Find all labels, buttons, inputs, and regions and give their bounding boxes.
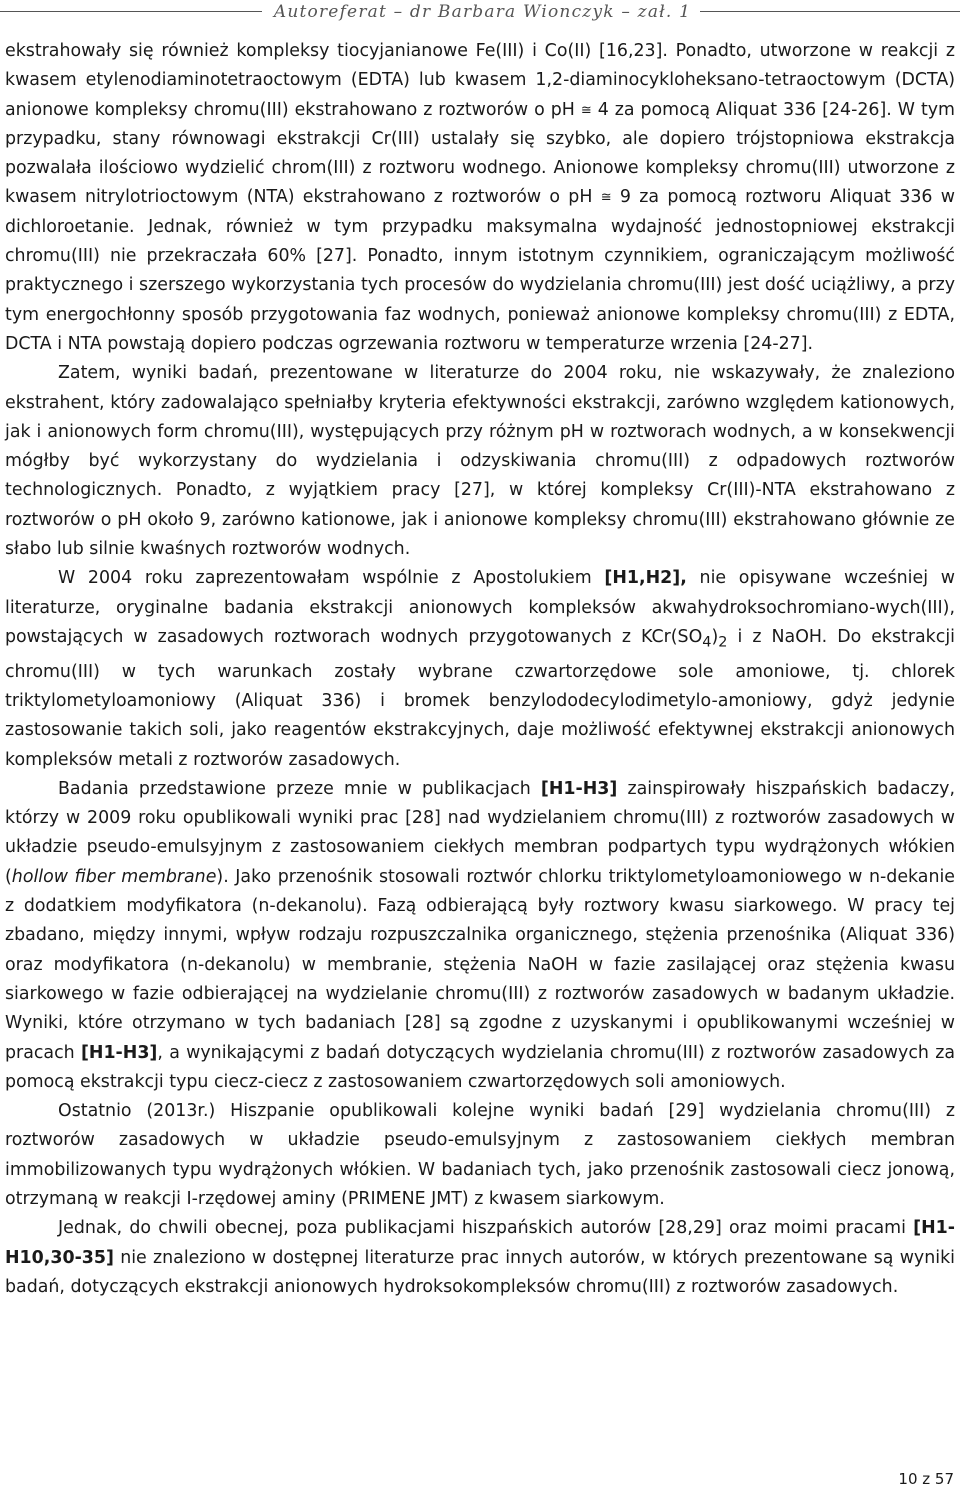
citation-bold: [H1-H3]: [80, 1042, 158, 1063]
header-rule-right: [700, 11, 960, 12]
text-run: ≅: [600, 190, 612, 206]
text-run: nie opisywane wcześniej w literaturze, oryginalne badania ekstrakcji anionowych kompleksów akwahydroksochromiano-wych(III), powstających w zasadowych roztworach wodnych przygotowanych z KCr(SO: [5, 568, 955, 647]
text-run: Badania przedstawione przeze mnie w publikacjach: [58, 778, 541, 799]
paragraph: [5, 775, 955, 1097]
text-run: nie znaleziono w dostępnej literaturze prac innych autorów, w których prezentowane są wyniki badań, dotyczących ekstrakcji anionowych hydroksokompleksów chromu(III) z roztworów zasadowych.: [5, 1247, 955, 1297]
citation-bold: [H1-H3]: [540, 778, 618, 799]
subscript: 4: [702, 634, 712, 651]
citation-bold: [H1-H10,30-35]: [5, 1218, 955, 1268]
text-run: ): [711, 626, 719, 647]
document-body: [5, 37, 955, 1302]
italic-term: hollow fiber membrane: [11, 866, 217, 887]
text-run: ≅: [580, 102, 592, 118]
subscript: 2: [718, 634, 728, 651]
paragraph: [5, 359, 955, 564]
text-run: Zatem, wyniki badań, prezentowane w literaturze do 2004 roku, nie wskazywały, że znaleziono ekstrahent, który zadowalająco spełniałby kryteria efektywności ekstrakcji, zarówno względem kationowych, jak i anionowych form chromu(III), występujących przy różnym pH w roztworach wodnych, a w konsekwencji mógłby być wykorzystany do wydzielania i odzyskiwania chromu(III) z odpadowych roztworów technologicznych. Ponadto, z wyjątkiem pracy [27], w której kompleksy Cr(III)-NTA ekstrahowano z roztworów o pH około 9, zarówno kationowe, jak i anionowe kompleksy chromu(III) ekstrahowano głównie ze słabo lub silnie kwaśnych roztworów wodnych.: [5, 363, 955, 560]
header-rule-left: [0, 11, 262, 12]
header-title: Autoreferat – dr Barbara Wionczyk – zał. 1: [273, 2, 692, 22]
paragraph: [5, 1097, 955, 1214]
text-run: ). Jako przenośnik stosowali roztwór chlorku triktylometyloamoniowego w n-dekanie z dodatkiem modyfikatora (n-dekanolu). Fazą odbierającą były roztwory kwasu siarkowego. W pracy tej zbadano, między innymi, wpływ rodzaju rozpuszczalnika organicznego, stężenia przenośnika (Aliquat 336) oraz modyfikatora (n-dekanolu) w membranie, stężenia NaOH w fazie zasilającej oraz stężenia kwasu siarkowego w fazie odbierającej na wydzielanie chromu(III) z roztworów zasadowych w badanym układzie. Wyniki, które otrzymano w tych badaniach [28] są zgodne z uzyskanymi i opublikowanymi wcześniej w pracach: [5, 866, 955, 1063]
text-run: ekstrahowały się również kompleksy tiocyjanianowe Fe(III) i Co(II) [16,23]. Ponadto, utworzone w reakcji z kwasem etylenodiaminotetraoctowym (EDTA) lub kwasem 1,2-diaminocykloheksano-tetraoctowym (DCTA) anionowe kompleksy chromu(III) ekstrahowano z roztworów o pH: [5, 41, 955, 120]
text-run: , a wynikającymi z badań dotyczących wydzielania chromu(III) z roztworów zasadowych za pomocą ekstrakcji typu ciecz-ciecz z zastosowaniem czwartorzędowych soli amoniowych.: [5, 1042, 955, 1092]
paragraph: [5, 1214, 955, 1302]
citation-bold: [H1,H2],: [604, 568, 687, 589]
paragraph: [5, 564, 955, 775]
text-run: W 2004 roku zaprezentowałam wspólnie z Apostolukiem: [58, 568, 605, 589]
text-run: Ostatnio (2013r.) Hiszpanie opublikowali kolejne wyniki badań [29] wydzielania chromu(III) z roztworów zasadowych w układzie pseudo-emulsyjnym z zastosowaniem ciekłych membran immobilizowanych typu wydrążonych włókien. W badaniach tych, jako przenośnik zastosowali ciecz jonową, otrzymaną w reakcji I-rzędowej aminy (PRIMENE JMT) z kwasem siarkowym.: [5, 1101, 955, 1210]
page-number: 10 z 57: [898, 1470, 954, 1488]
text-run: i z NaOH. Do ekstrakcji chromu(III) w tych warunkach zostały wybrane czwartorzędowe sole amoniowe, tj. chlorek triktylometyloamoniowy (Aliquat 336) i bromek benzylododecylodimetylo-amoniowy, gdyż jedynie zastosowanie takich soli, jako reagentów ekstrakcyjnych, daje możliwość efektywnej ekstrakcji anionowych kompleksów metali z roztworów zasadowych.: [5, 626, 955, 770]
text-run: 9 za pomocą roztworu Aliquat 336 w dichloroetanie. Jednak, również w tym przypadku maksymalna wydajność jednostopniowej ekstrakcji chromu(III) nie przekraczała 60% [27]. Ponadto, innym istotnym czynnikiem, ograniczającym możliwość praktycznego i szerszego wykorzystania tych procesów do wydzielania chromu(III) jest dość uciążliwy, a przy tym energochłonny sposób przygotowania faz wodnych, ponieważ anionowe kompleksy chromu(III) z EDTA, DCTA i NTA powstają dopiero podczas ogrzewania roztworu w temperaturze wrzenia [24-27].: [5, 187, 955, 354]
text-run: 4 za pomocą Aliquat 336 [24-26]. W tym przypadku, stany równowagi ekstrakcji Cr(III) ustalały się szybko, ale dopiero trójstopniowa ekstrakcja pozwalała ilościowo wydzielić chrom(III) z roztworu wodnego. Anionowe kompleksy chromu(III) utworzone z kwasem nitrylotrioctowym (NTA) ekstrahowano z roztworów o pH: [5, 99, 955, 208]
text-run: Jednak, do chwili obecnej, poza publikacjami hiszpańskich autorów [28,29] oraz moimi pracami: [58, 1218, 914, 1239]
paragraph: [5, 37, 955, 359]
page-header: [0, 0, 960, 26]
text-run: zainspirowały hiszpańskich badaczy, którzy w 2009 roku opublikowali wyniki prac [28] nad wydzielaniem chromu(III) z roztworów zasadowych w układzie pseudo-emulsyjnym z zastosowaniem ciekłych membran podpartych typu wydrążonych włókien (: [5, 778, 955, 887]
